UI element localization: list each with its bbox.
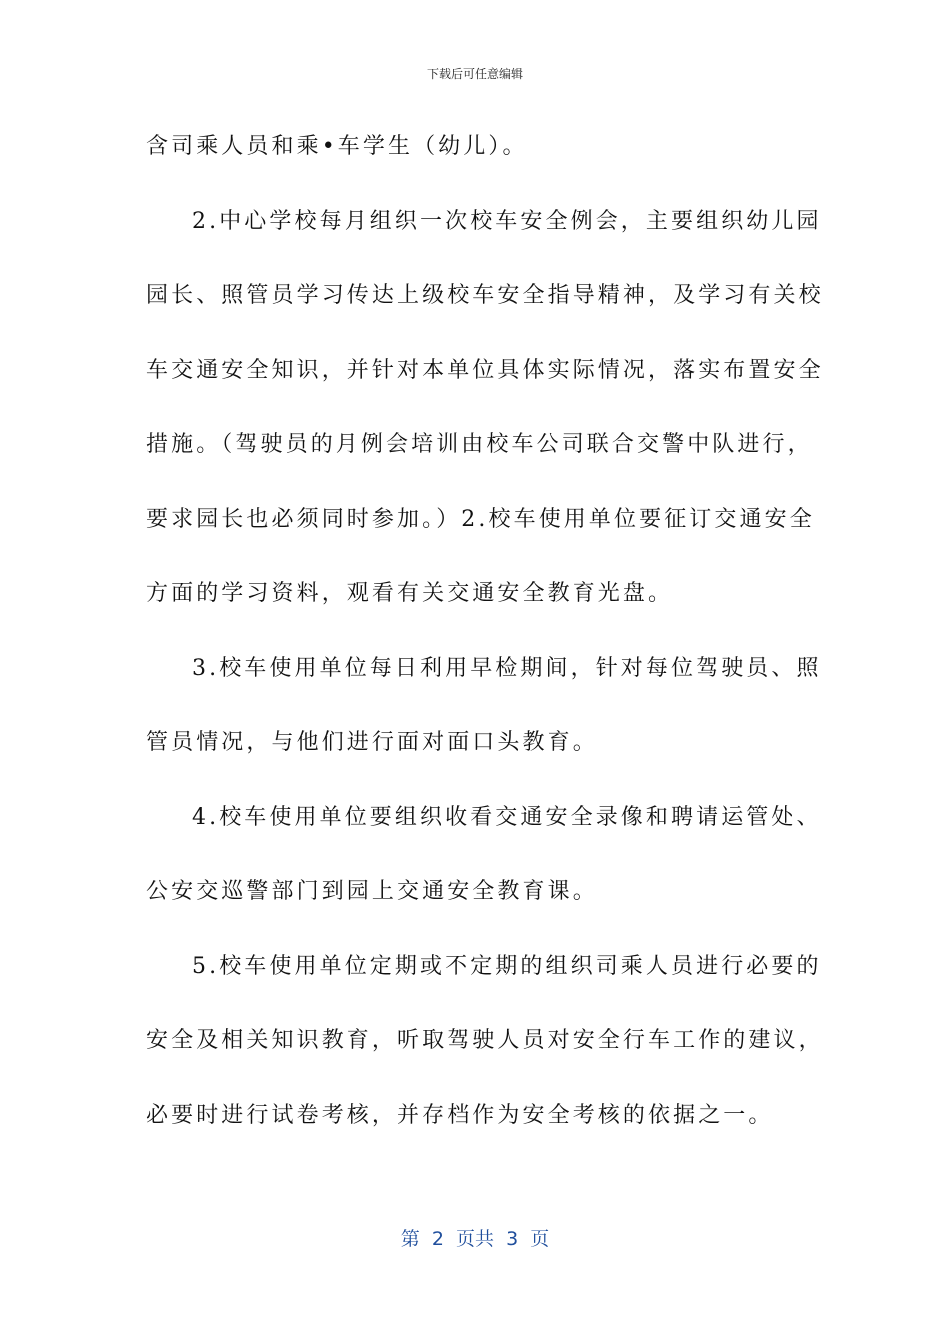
- page-header-note: 下载后可任意编辑: [426, 67, 523, 81]
- text-line: 2.中心学校每月组织一次校车安全例会，主要组织幼儿园: [192, 208, 822, 234]
- page-number-footer: 第 2 页共 3 页: [400, 1228, 550, 1250]
- text-line: 安全及相关知识教育，听取驾驶人员对安全行车工作的建议，: [146, 1028, 824, 1053]
- text-line: 公安交巡警部门到园上交通安全教育课。: [146, 879, 598, 904]
- text-line: 要求园长也必须同时参加。）2.校车使用单位要征订交通安全: [146, 506, 815, 532]
- text-line: 必要时进行试卷考核，并存档作为安全考核的依据之一。: [146, 1102, 774, 1128]
- text-line: 方面的学习资料，观看有关交通安全教育光盘。: [146, 581, 674, 606]
- text-line: 4.校车使用单位要组织收看交通安全录像和聘请运管处、: [192, 804, 822, 830]
- text-line: 5.校车使用单位定期或不定期的组织司乘人员进行必要的: [192, 953, 822, 979]
- text-line: 措施。（驾驶员的月例会培训由校车公司联合交警中队进行，: [146, 432, 813, 457]
- text-line: 车交通安全知识，并针对本单位具体实际情况，落实布置安全: [146, 357, 824, 383]
- text-line: 含司乘人员和乘•车学生（幼儿）。: [146, 134, 528, 159]
- document-body: [146, 123, 824, 1166]
- text-line: 园长、照管员学习传达上级校车安全指导精神，及学习有关校: [146, 283, 824, 308]
- text-line: 管员情况，与他们进行面对面口头教育。: [146, 730, 598, 755]
- text-line: 3.校车使用单位每日利用早检期间，针对每位驾驶员、照: [192, 655, 822, 681]
